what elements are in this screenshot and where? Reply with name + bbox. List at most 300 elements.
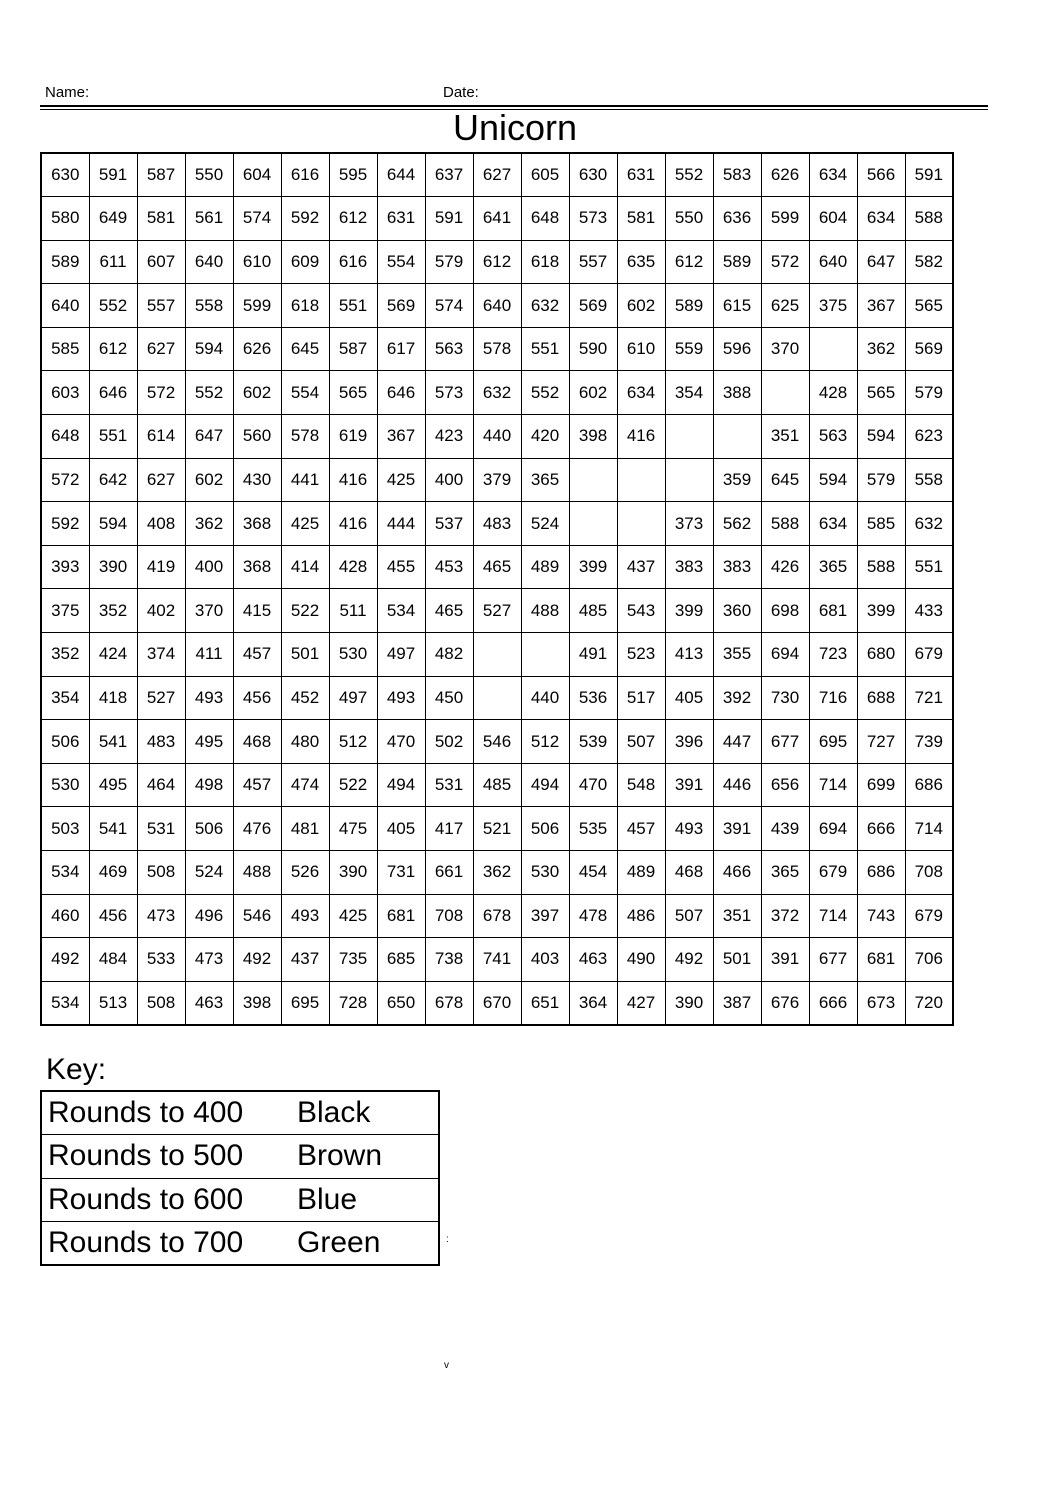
grid-cell[interactable]: 478 xyxy=(569,894,617,938)
grid-cell[interactable]: 485 xyxy=(569,589,617,633)
grid-cell[interactable]: 666 xyxy=(809,981,857,1025)
grid-cell[interactable]: 554 xyxy=(281,371,329,415)
grid-cell[interactable]: 403 xyxy=(521,938,569,982)
grid-cell[interactable]: 424 xyxy=(89,633,137,677)
grid-cell[interactable]: 588 xyxy=(761,502,809,546)
grid-cell[interactable]: 563 xyxy=(425,327,473,371)
grid-cell[interactable]: 743 xyxy=(857,894,905,938)
grid-cell[interactable]: 656 xyxy=(761,763,809,807)
grid-cell[interactable]: 398 xyxy=(569,415,617,459)
grid-cell[interactable]: 678 xyxy=(425,981,473,1025)
grid-cell[interactable]: 552 xyxy=(521,371,569,415)
grid-cell[interactable]: 512 xyxy=(329,720,377,764)
grid-cell[interactable]: 569 xyxy=(905,327,953,371)
grid-cell[interactable]: 646 xyxy=(377,371,425,415)
grid-cell[interactable]: 694 xyxy=(761,633,809,677)
grid-cell[interactable]: 537 xyxy=(425,502,473,546)
grid-cell[interactable]: 411 xyxy=(185,633,233,677)
grid-cell[interactable]: 557 xyxy=(569,240,617,284)
grid-cell[interactable]: 551 xyxy=(329,284,377,328)
grid-cell[interactable]: 599 xyxy=(233,284,281,328)
grid-cell[interactable]: 581 xyxy=(137,197,185,241)
grid-cell[interactable]: 617 xyxy=(377,327,425,371)
grid-cell[interactable]: 550 xyxy=(665,197,713,241)
grid-cell[interactable]: 727 xyxy=(857,720,905,764)
grid-cell[interactable]: 437 xyxy=(617,545,665,589)
grid-cell[interactable]: 426 xyxy=(761,545,809,589)
grid-cell[interactable]: 551 xyxy=(905,545,953,589)
grid-cell[interactable]: 589 xyxy=(713,240,761,284)
grid-cell[interactable]: 465 xyxy=(473,545,521,589)
grid-cell[interactable]: 497 xyxy=(377,633,425,677)
grid-cell[interactable]: 681 xyxy=(857,938,905,982)
grid-cell[interactable]: 599 xyxy=(761,197,809,241)
grid-cell[interactable]: 367 xyxy=(857,284,905,328)
grid-cell[interactable]: 676 xyxy=(761,981,809,1025)
grid-cell[interactable]: 465 xyxy=(425,589,473,633)
grid-cell[interactable]: 678 xyxy=(473,894,521,938)
grid-cell[interactable]: 530 xyxy=(329,633,377,677)
grid-cell[interactable]: 645 xyxy=(281,327,329,371)
grid-cell[interactable]: 489 xyxy=(521,545,569,589)
grid-cell[interactable]: 602 xyxy=(185,458,233,502)
grid-cell[interactable]: 370 xyxy=(761,327,809,371)
grid-cell[interactable]: 631 xyxy=(617,153,665,197)
grid-cell[interactable]: 611 xyxy=(89,240,137,284)
grid-cell[interactable]: 603 xyxy=(41,371,89,415)
grid-cell[interactable]: 375 xyxy=(809,284,857,328)
grid-cell[interactable]: 627 xyxy=(137,458,185,502)
grid-cell[interactable]: 506 xyxy=(185,807,233,851)
grid-cell[interactable]: 399 xyxy=(665,589,713,633)
grid-cell[interactable]: 651 xyxy=(521,981,569,1025)
grid-cell[interactable]: 534 xyxy=(41,851,89,895)
grid-cell[interactable]: 373 xyxy=(665,502,713,546)
grid-cell[interactable]: 585 xyxy=(41,327,89,371)
grid-cell[interactable]: 492 xyxy=(665,938,713,982)
grid-cell[interactable]: 543 xyxy=(617,589,665,633)
grid-cell[interactable]: 463 xyxy=(569,938,617,982)
grid-cell[interactable]: 579 xyxy=(905,371,953,415)
grid-cell[interactable]: 695 xyxy=(809,720,857,764)
grid-cell[interactable]: 507 xyxy=(665,894,713,938)
grid-cell[interactable]: 362 xyxy=(185,502,233,546)
grid-cell[interactable] xyxy=(473,676,521,720)
grid-cell[interactable]: 594 xyxy=(89,502,137,546)
grid-cell[interactable]: 645 xyxy=(761,458,809,502)
grid-cell[interactable]: 446 xyxy=(713,763,761,807)
grid-cell[interactable]: 616 xyxy=(329,240,377,284)
grid-cell[interactable]: 551 xyxy=(521,327,569,371)
grid-cell[interactable] xyxy=(473,633,521,677)
grid-cell[interactable]: 408 xyxy=(137,502,185,546)
grid-cell[interactable]: 534 xyxy=(377,589,425,633)
grid-cell[interactable]: 508 xyxy=(137,981,185,1025)
grid-cell[interactable]: 352 xyxy=(41,633,89,677)
grid-cell[interactable]: 614 xyxy=(137,415,185,459)
grid-cell[interactable]: 634 xyxy=(857,197,905,241)
grid-cell[interactable]: 673 xyxy=(857,981,905,1025)
grid-cell[interactable]: 649 xyxy=(89,197,137,241)
grid-cell[interactable]: 625 xyxy=(761,284,809,328)
grid-cell[interactable]: 640 xyxy=(473,284,521,328)
grid-cell[interactable]: 533 xyxy=(137,938,185,982)
grid-cell[interactable]: 489 xyxy=(617,851,665,895)
grid-cell[interactable]: 433 xyxy=(905,589,953,633)
grid-cell[interactable]: 450 xyxy=(425,676,473,720)
grid-cell[interactable]: 592 xyxy=(41,502,89,546)
grid-cell[interactable]: 569 xyxy=(569,284,617,328)
grid-cell[interactable]: 541 xyxy=(89,807,137,851)
grid-cell[interactable]: 494 xyxy=(377,763,425,807)
grid-cell[interactable]: 604 xyxy=(233,153,281,197)
grid-cell[interactable]: 475 xyxy=(329,807,377,851)
grid-cell[interactable]: 497 xyxy=(329,676,377,720)
grid-cell[interactable]: 739 xyxy=(905,720,953,764)
grid-cell[interactable]: 480 xyxy=(281,720,329,764)
grid-cell[interactable]: 716 xyxy=(809,676,857,720)
grid-cell[interactable]: 708 xyxy=(425,894,473,938)
grid-cell[interactable]: 391 xyxy=(713,807,761,851)
grid-cell[interactable]: 491 xyxy=(569,633,617,677)
grid-cell[interactable]: 399 xyxy=(857,589,905,633)
grid-cell[interactable]: 714 xyxy=(905,807,953,851)
grid-cell[interactable]: 428 xyxy=(329,545,377,589)
grid-cell[interactable]: 456 xyxy=(89,894,137,938)
grid-cell[interactable]: 362 xyxy=(857,327,905,371)
grid-cell[interactable]: 494 xyxy=(521,763,569,807)
grid-cell[interactable]: 493 xyxy=(281,894,329,938)
grid-cell[interactable]: 457 xyxy=(233,633,281,677)
grid-cell[interactable]: 405 xyxy=(665,676,713,720)
grid-cell[interactable] xyxy=(761,371,809,415)
grid-cell[interactable]: 482 xyxy=(425,633,473,677)
grid-cell[interactable]: 470 xyxy=(377,720,425,764)
grid-cell[interactable]: 640 xyxy=(185,240,233,284)
grid-cell[interactable]: 632 xyxy=(521,284,569,328)
grid-cell[interactable]: 591 xyxy=(89,153,137,197)
grid-cell[interactable]: 612 xyxy=(473,240,521,284)
grid-cell[interactable]: 452 xyxy=(281,676,329,720)
grid-cell[interactable] xyxy=(569,502,617,546)
grid-cell[interactable]: 647 xyxy=(857,240,905,284)
grid-cell[interactable]: 559 xyxy=(665,327,713,371)
grid-cell[interactable]: 590 xyxy=(569,327,617,371)
grid-cell[interactable]: 587 xyxy=(137,153,185,197)
grid-cell[interactable]: 427 xyxy=(617,981,665,1025)
grid-cell[interactable]: 594 xyxy=(185,327,233,371)
grid-cell[interactable]: 531 xyxy=(425,763,473,807)
grid-cell[interactable]: 587 xyxy=(329,327,377,371)
grid-cell[interactable]: 634 xyxy=(809,153,857,197)
grid-cell[interactable]: 364 xyxy=(569,981,617,1025)
grid-cell[interactable]: 405 xyxy=(377,807,425,851)
grid-cell[interactable]: 627 xyxy=(473,153,521,197)
grid-cell[interactable]: 425 xyxy=(281,502,329,546)
grid-cell[interactable]: 483 xyxy=(137,720,185,764)
grid-cell[interactable]: 428 xyxy=(809,371,857,415)
grid-cell[interactable]: 399 xyxy=(569,545,617,589)
grid-cell[interactable]: 563 xyxy=(809,415,857,459)
grid-cell[interactable]: 417 xyxy=(425,807,473,851)
grid-cell[interactable]: 605 xyxy=(521,153,569,197)
grid-cell[interactable] xyxy=(665,415,713,459)
grid-cell[interactable]: 591 xyxy=(905,153,953,197)
grid-cell[interactable]: 390 xyxy=(89,545,137,589)
grid-cell[interactable]: 602 xyxy=(233,371,281,415)
grid-cell[interactable]: 464 xyxy=(137,763,185,807)
grid-cell[interactable]: 573 xyxy=(425,371,473,415)
grid-cell[interactable] xyxy=(809,327,857,371)
grid-cell[interactable]: 630 xyxy=(41,153,89,197)
grid-cell[interactable]: 626 xyxy=(761,153,809,197)
grid-cell[interactable]: 637 xyxy=(425,153,473,197)
grid-cell[interactable]: 572 xyxy=(41,458,89,502)
grid-cell[interactable]: 688 xyxy=(857,676,905,720)
grid-cell[interactable] xyxy=(665,458,713,502)
grid-cell[interactable]: 714 xyxy=(809,894,857,938)
grid-cell[interactable]: 615 xyxy=(713,284,761,328)
grid-cell[interactable]: 738 xyxy=(425,938,473,982)
grid-cell[interactable]: 632 xyxy=(905,502,953,546)
grid-cell[interactable]: 561 xyxy=(185,197,233,241)
grid-cell[interactable]: 481 xyxy=(281,807,329,851)
grid-cell[interactable]: 468 xyxy=(665,851,713,895)
grid-cell[interactable]: 546 xyxy=(233,894,281,938)
grid-cell[interactable]: 589 xyxy=(41,240,89,284)
grid-cell[interactable]: 419 xyxy=(137,545,185,589)
grid-cell[interactable]: 579 xyxy=(857,458,905,502)
grid-cell[interactable]: 506 xyxy=(521,807,569,851)
grid-cell[interactable]: 635 xyxy=(617,240,665,284)
grid-cell[interactable]: 706 xyxy=(905,938,953,982)
grid-cell[interactable]: 677 xyxy=(809,938,857,982)
grid-cell[interactable]: 574 xyxy=(425,284,473,328)
grid-cell[interactable]: 610 xyxy=(617,327,665,371)
grid-cell[interactable]: 582 xyxy=(905,240,953,284)
grid-cell[interactable]: 463 xyxy=(185,981,233,1025)
grid-cell[interactable]: 484 xyxy=(89,938,137,982)
grid-cell[interactable]: 370 xyxy=(185,589,233,633)
grid-cell[interactable]: 634 xyxy=(617,371,665,415)
grid-cell[interactable]: 552 xyxy=(185,371,233,415)
grid-cell[interactable]: 699 xyxy=(857,763,905,807)
grid-cell[interactable]: 661 xyxy=(425,851,473,895)
grid-cell[interactable]: 486 xyxy=(617,894,665,938)
grid-cell[interactable]: 714 xyxy=(809,763,857,807)
grid-cell[interactable]: 492 xyxy=(41,938,89,982)
grid-cell[interactable]: 583 xyxy=(713,153,761,197)
grid-cell[interactable]: 368 xyxy=(233,502,281,546)
grid-cell[interactable]: 531 xyxy=(137,807,185,851)
grid-cell[interactable]: 506 xyxy=(41,720,89,764)
grid-cell[interactable]: 650 xyxy=(377,981,425,1025)
grid-cell[interactable]: 596 xyxy=(713,327,761,371)
grid-cell[interactable]: 527 xyxy=(137,676,185,720)
grid-cell[interactable]: 631 xyxy=(377,197,425,241)
grid-cell[interactable]: 415 xyxy=(233,589,281,633)
grid-cell[interactable]: 670 xyxy=(473,981,521,1025)
grid-cell[interactable]: 365 xyxy=(809,545,857,589)
grid-cell[interactable]: 618 xyxy=(521,240,569,284)
grid-cell[interactable]: 632 xyxy=(473,371,521,415)
grid-cell[interactable]: 595 xyxy=(329,153,377,197)
grid-cell[interactable]: 473 xyxy=(137,894,185,938)
grid-cell[interactable]: 573 xyxy=(569,197,617,241)
grid-cell[interactable]: 493 xyxy=(377,676,425,720)
grid-cell[interactable]: 612 xyxy=(329,197,377,241)
grid-cell[interactable]: 572 xyxy=(137,371,185,415)
grid-cell[interactable]: 644 xyxy=(377,153,425,197)
grid-cell[interactable]: 723 xyxy=(809,633,857,677)
grid-cell[interactable]: 686 xyxy=(857,851,905,895)
grid-cell[interactable]: 423 xyxy=(425,415,473,459)
grid-cell[interactable]: 648 xyxy=(521,197,569,241)
grid-cell[interactable]: 558 xyxy=(905,458,953,502)
grid-cell[interactable]: 554 xyxy=(377,240,425,284)
grid-cell[interactable]: 580 xyxy=(41,197,89,241)
grid-cell[interactable]: 534 xyxy=(41,981,89,1025)
grid-cell[interactable]: 741 xyxy=(473,938,521,982)
grid-cell[interactable]: 492 xyxy=(233,938,281,982)
grid-cell[interactable]: 441 xyxy=(281,458,329,502)
grid-cell[interactable]: 501 xyxy=(281,633,329,677)
grid-cell[interactable]: 396 xyxy=(665,720,713,764)
grid-cell[interactable]: 681 xyxy=(377,894,425,938)
grid-cell[interactable]: 495 xyxy=(185,720,233,764)
grid-cell[interactable] xyxy=(617,502,665,546)
grid-cell[interactable]: 551 xyxy=(89,415,137,459)
grid-cell[interactable]: 418 xyxy=(89,676,137,720)
grid-cell[interactable] xyxy=(713,415,761,459)
grid-cell[interactable]: 372 xyxy=(761,894,809,938)
grid-cell[interactable]: 574 xyxy=(233,197,281,241)
grid-cell[interactable]: 439 xyxy=(761,807,809,851)
grid-cell[interactable]: 530 xyxy=(41,763,89,807)
grid-cell[interactable]: 728 xyxy=(329,981,377,1025)
grid-cell[interactable]: 523 xyxy=(617,633,665,677)
grid-cell[interactable]: 522 xyxy=(281,589,329,633)
grid-cell[interactable]: 720 xyxy=(905,981,953,1025)
grid-cell[interactable]: 640 xyxy=(41,284,89,328)
grid-cell[interactable] xyxy=(521,633,569,677)
grid-cell[interactable]: 565 xyxy=(905,284,953,328)
grid-cell[interactable]: 708 xyxy=(905,851,953,895)
grid-cell[interactable]: 569 xyxy=(377,284,425,328)
grid-cell[interactable]: 694 xyxy=(809,807,857,851)
grid-cell[interactable]: 425 xyxy=(377,458,425,502)
grid-cell[interactable]: 536 xyxy=(569,676,617,720)
grid-cell[interactable]: 490 xyxy=(617,938,665,982)
grid-cell[interactable] xyxy=(569,458,617,502)
grid-cell[interactable]: 609 xyxy=(281,240,329,284)
grid-cell[interactable]: 354 xyxy=(665,371,713,415)
grid-cell[interactable]: 588 xyxy=(905,197,953,241)
grid-cell[interactable]: 530 xyxy=(521,851,569,895)
grid-cell[interactable]: 626 xyxy=(233,327,281,371)
grid-cell[interactable]: 578 xyxy=(281,415,329,459)
grid-cell[interactable]: 612 xyxy=(665,240,713,284)
grid-cell[interactable]: 735 xyxy=(329,938,377,982)
grid-cell[interactable]: 552 xyxy=(665,153,713,197)
grid-cell[interactable]: 387 xyxy=(713,981,761,1025)
grid-cell[interactable]: 602 xyxy=(617,284,665,328)
grid-cell[interactable]: 666 xyxy=(857,807,905,851)
grid-cell[interactable]: 460 xyxy=(41,894,89,938)
grid-cell[interactable]: 393 xyxy=(41,545,89,589)
grid-cell[interactable]: 473 xyxy=(185,938,233,982)
grid-cell[interactable]: 627 xyxy=(137,327,185,371)
grid-cell[interactable]: 546 xyxy=(473,720,521,764)
grid-cell[interactable]: 588 xyxy=(857,545,905,589)
grid-cell[interactable]: 594 xyxy=(809,458,857,502)
grid-cell[interactable]: 390 xyxy=(665,981,713,1025)
grid-cell[interactable]: 508 xyxy=(137,851,185,895)
grid-cell[interactable]: 572 xyxy=(761,240,809,284)
grid-cell[interactable]: 623 xyxy=(905,415,953,459)
grid-cell[interactable]: 495 xyxy=(89,763,137,807)
grid-cell[interactable] xyxy=(617,458,665,502)
grid-cell[interactable]: 457 xyxy=(233,763,281,807)
grid-cell[interactable]: 642 xyxy=(89,458,137,502)
grid-cell[interactable]: 367 xyxy=(377,415,425,459)
grid-cell[interactable]: 511 xyxy=(329,589,377,633)
grid-cell[interactable]: 619 xyxy=(329,415,377,459)
grid-cell[interactable]: 447 xyxy=(713,720,761,764)
grid-cell[interactable]: 579 xyxy=(425,240,473,284)
grid-cell[interactable]: 634 xyxy=(809,502,857,546)
grid-cell[interactable]: 539 xyxy=(569,720,617,764)
grid-cell[interactable]: 420 xyxy=(521,415,569,459)
grid-cell[interactable]: 379 xyxy=(473,458,521,502)
grid-cell[interactable]: 565 xyxy=(857,371,905,415)
grid-cell[interactable]: 512 xyxy=(521,720,569,764)
grid-cell[interactable]: 681 xyxy=(809,589,857,633)
grid-cell[interactable]: 362 xyxy=(473,851,521,895)
grid-cell[interactable]: 524 xyxy=(185,851,233,895)
grid-cell[interactable]: 354 xyxy=(41,676,89,720)
grid-cell[interactable]: 535 xyxy=(569,807,617,851)
grid-cell[interactable]: 397 xyxy=(521,894,569,938)
grid-cell[interactable]: 698 xyxy=(761,589,809,633)
grid-cell[interactable]: 527 xyxy=(473,589,521,633)
grid-cell[interactable]: 414 xyxy=(281,545,329,589)
grid-cell[interactable]: 468 xyxy=(233,720,281,764)
grid-cell[interactable]: 557 xyxy=(137,284,185,328)
grid-cell[interactable]: 552 xyxy=(89,284,137,328)
grid-cell[interactable]: 560 xyxy=(233,415,281,459)
grid-cell[interactable]: 581 xyxy=(617,197,665,241)
grid-cell[interactable]: 604 xyxy=(809,197,857,241)
grid-cell[interactable]: 454 xyxy=(569,851,617,895)
grid-cell[interactable]: 453 xyxy=(425,545,473,589)
grid-cell[interactable]: 592 xyxy=(281,197,329,241)
grid-cell[interactable]: 562 xyxy=(713,502,761,546)
grid-cell[interactable]: 566 xyxy=(857,153,905,197)
grid-cell[interactable]: 485 xyxy=(473,763,521,807)
grid-cell[interactable]: 503 xyxy=(41,807,89,851)
grid-cell[interactable]: 679 xyxy=(905,633,953,677)
grid-cell[interactable]: 351 xyxy=(761,415,809,459)
grid-cell[interactable]: 585 xyxy=(857,502,905,546)
grid-cell[interactable]: 416 xyxy=(329,458,377,502)
grid-cell[interactable]: 374 xyxy=(137,633,185,677)
grid-cell[interactable]: 513 xyxy=(89,981,137,1025)
grid-cell[interactable]: 677 xyxy=(761,720,809,764)
grid-cell[interactable]: 488 xyxy=(233,851,281,895)
grid-cell[interactable]: 425 xyxy=(329,894,377,938)
grid-cell[interactable]: 456 xyxy=(233,676,281,720)
